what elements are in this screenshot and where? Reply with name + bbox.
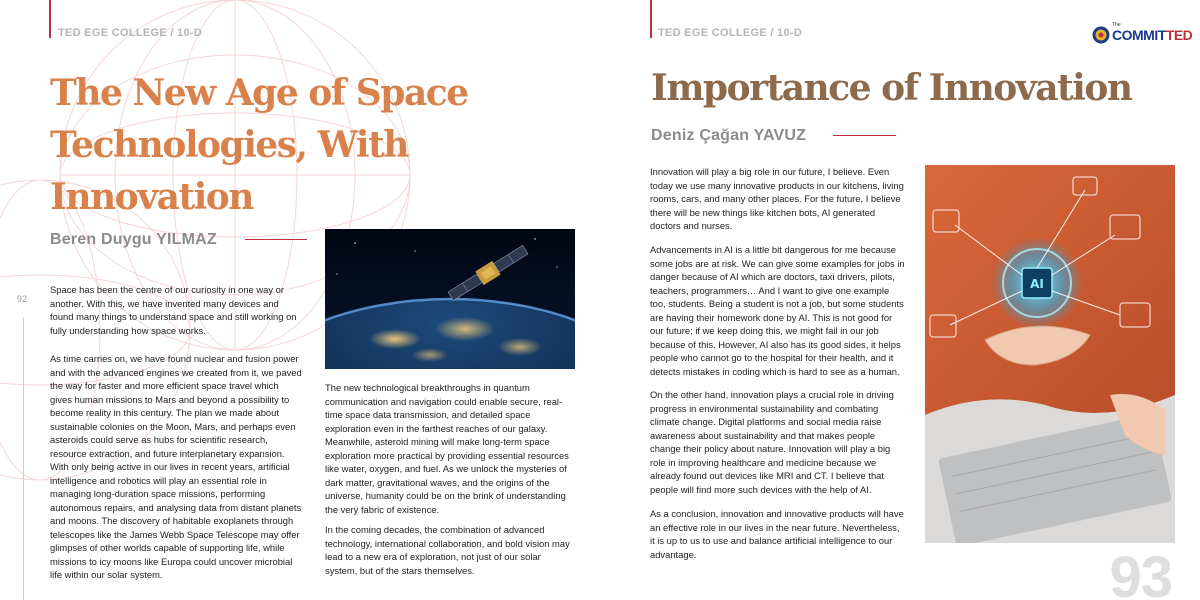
header-accent-bar xyxy=(650,0,652,38)
logo-text-commit: COMMIT xyxy=(1112,27,1166,43)
right-paragraph-3: On the other hand, innovation plays a crucial role in driving progress in environmental sustainability and combating climate change. Digital platforms and social media raise awareness about sustainability and that makes people change their policy about nature. Innovation will play a big role in improving healthcare and medicine because we already found out devices like MRI and CT. I believe that people will find more such devices with the help of AI. xyxy=(650,389,894,495)
logo-text-committed xyxy=(1112,27,1192,43)
left-page-number: 92 xyxy=(17,294,28,304)
logo-emblem-icon xyxy=(1092,26,1110,44)
satellite-earth-image xyxy=(325,229,575,369)
left-col2-paragraph-2: In the coming decades, the combination of advanced technology, international collaboration, and bold vision may lead to a new era of exploration, not just of our solar system, but of the stars themselves. xyxy=(325,524,570,576)
left-title-line-2: Technologies, With xyxy=(50,124,408,166)
right-page xyxy=(600,0,1200,600)
left-col1-paragraph-1: Space has been the centre of our curiosity in one way or another. With this, we have invented many devices and found many things to understand space and still working on fully understanding how space works. xyxy=(50,284,297,336)
logo-small-text: The xyxy=(1112,22,1121,28)
left-col2-paragraph-1: The new technological breakthroughs in quantum communication and navigation could enable secure, real-time space data transmission, and detailed space exploration even in the farthest reaches of our galaxy. Meanwhile, asteroid mining will make long-term space exploration more practical by providing essential resources like water, oxygen, and fuel. As we unlock the mysteries of dark matter, gravitational waves, and the origins of the universe, humanity could be on the brink of understanding the very fabric of existence. xyxy=(325,382,569,515)
margin-rule xyxy=(23,318,24,600)
left-title-line-1: The New Age of Space xyxy=(50,72,468,114)
right-author-rule xyxy=(833,135,896,136)
ai-chip-label: AI xyxy=(1030,277,1044,291)
right-article-title: Importance of Innovation xyxy=(651,67,1132,109)
right-page-header: TED EGE COLLEGE / 10-D xyxy=(658,27,803,39)
left-article-title xyxy=(50,67,468,223)
right-paragraph-2: Advancements in AI is a little bit dangerous for me because some jobs are at risk. We can give some examples for jobs in danger because of AI which are doctors, taxi drivers, pilots, teachers, programmers… And I want to give one example too, students. Being a student is not a job, but some students are having their homework done by AI. This is not good for our future; if we keep doing this, we might fail in our job because of this. However, AI also has its good sides, it helps people who cannot go to the hospital for their health, and it detects mistakes in coding which is hard to see as a human. xyxy=(650,244,905,377)
left-col1-paragraph-2: As time carries on, we have found nuclear and fusion power and with the advanced engines we created from it, we paved the way for faster and more efficient space travel which gives human missions to Mars and beyond a possibility to become reality in this century. The plan we made about sustainable colonies on the Moon, Mars, and perhaps even asteroids could serve as hubs for scientific research, resource extraction, and future interplanetary expansion. With only being active in our lives in recent years, artificial intelligence and robotics will play an essential role in managing long-duration space missions, performing autonomous repairs, and analysing data from distant planets and moons. The discovery of habitable exoplanets through telescopes like the James Webb Space Telescope may offer glimpses of other worlds capable of supporting life, while missions to icy moons like Europa could uncover microbial life within our solar system. xyxy=(50,353,302,580)
left-author-name: Beren Duygu YILMAZ xyxy=(50,231,217,248)
header-accent-bar xyxy=(49,0,51,38)
right-paragraph-1: Innovation will play a big role in our future, I believe. Even today we use many innovative products in our kitchens, living rooms, cars, and many other places. For the future, I believe there will be new things like kitchen bots, AI generated doctors and nurses. xyxy=(650,166,904,231)
left-title-line-3: Innovation xyxy=(50,176,253,218)
ai-innovation-image xyxy=(925,165,1175,543)
right-author-name: Deniz Çağan YAVUZ xyxy=(651,127,807,144)
left-author-rule xyxy=(245,239,307,240)
logo-text-ted: TED xyxy=(1165,27,1193,43)
left-page-header: TED EGE COLLEGE / 10-D xyxy=(58,27,203,39)
right-paragraph-4: As a conclusion, innovation and innovative products will have an effective role in our lives in the near future. Nevertheless, it is up to us to use and balance artificial intelligence to our advantage. xyxy=(650,508,904,560)
right-page-number: 93 xyxy=(1109,545,1172,600)
